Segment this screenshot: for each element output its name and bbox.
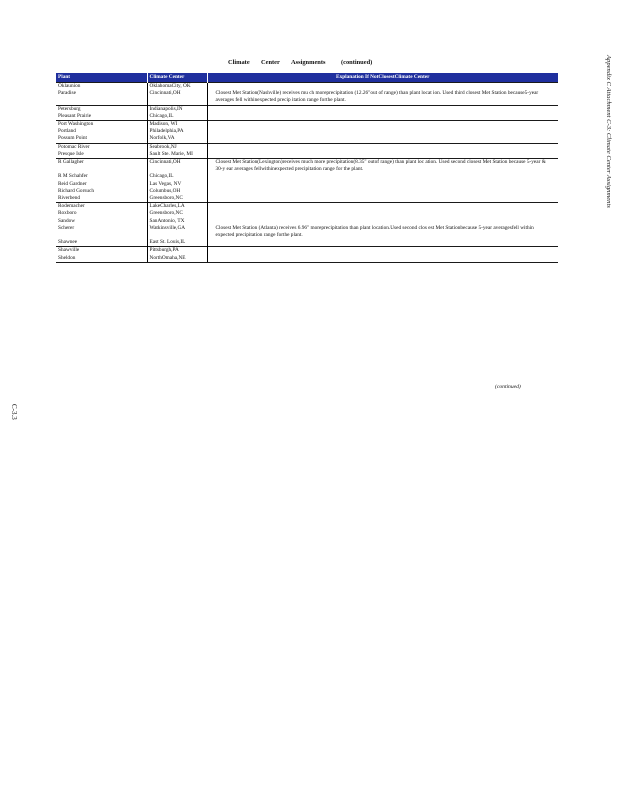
explanation-cell <box>207 121 558 129</box>
explanation-cell <box>207 143 558 151</box>
climate-center-cell: Greensboro,NC <box>147 210 207 217</box>
plant-cell: Shawnee <box>56 239 147 247</box>
climate-center-cell: Philadelphia,PA <box>147 128 207 135</box>
table-row <box>56 255 558 263</box>
plant-cell: Oklaunion <box>56 83 147 91</box>
table-row <box>56 239 558 247</box>
table-row <box>56 113 558 121</box>
table-row <box>56 159 558 174</box>
appendix-side-label: Appendix C Attachment C-3: Climate Center Assignments <box>605 55 612 208</box>
plant-cell: Paradise <box>56 90 147 105</box>
plant-cell: Potomac River <box>56 143 147 151</box>
plant-cell: Reid Gardner <box>56 181 147 188</box>
page-number: C-3.3 <box>10 404 18 420</box>
table-row <box>56 128 558 135</box>
climate-center-cell: Seabrook,NJ <box>147 143 207 151</box>
explanation-cell <box>207 239 558 247</box>
table-row <box>56 247 558 255</box>
table-row <box>56 105 558 113</box>
climate-center-cell: Watkinsville,GA <box>147 225 207 239</box>
plant-cell: Roxboro <box>56 210 147 217</box>
title-part-assignments: Assignments <box>291 59 326 66</box>
table-row <box>56 173 558 180</box>
plant-cell: Scherer <box>56 225 147 239</box>
plant-cell: Presque Isle <box>56 151 147 159</box>
title-part-continued: (continued) <box>341 59 373 66</box>
explanation-cell: Closest Met Station (Atlanta) receives 6.96" moreprecipitation than plant location.Used second clos est Met Stationbecause 5-year averagesfell within expected precipitation range forthe plant. <box>215 224 534 239</box>
explanation-cell <box>207 218 558 225</box>
plant-cell: Pleasant Prairie <box>56 113 147 121</box>
title-part-climate: Climate <box>228 59 250 66</box>
climate-center-cell: Chicago,IL <box>147 173 207 180</box>
plant-cell: R M Schahfer <box>56 173 147 180</box>
climate-center-cell: NorthOmaha,NE <box>147 255 207 263</box>
explanation-cell <box>207 135 558 143</box>
climate-center-cell: OklahomaCity, OK <box>147 83 207 91</box>
plant-cell: R Gallagher <box>56 159 147 174</box>
climate-center-cell: Cincinnati,OH <box>147 90 207 105</box>
explanation-cell <box>207 105 558 113</box>
climate-center-cell: Cincinnati,OH <box>147 159 207 174</box>
plant-cell: Rodemacher <box>56 203 147 211</box>
table-row <box>56 210 558 217</box>
table-row <box>56 203 558 211</box>
explanation-cell <box>207 195 558 203</box>
table-row <box>56 90 558 105</box>
explanation-cell <box>207 181 558 188</box>
climate-center-table <box>56 73 558 263</box>
climate-center-cell: Greensboro,NC <box>147 195 207 203</box>
climate-center-cell: Chicago,IL <box>147 113 207 121</box>
plant-cell: Possum Point <box>56 135 147 143</box>
explanation-cell <box>207 188 558 195</box>
header-plant: Plant <box>56 73 147 83</box>
explanation-cell <box>207 210 558 217</box>
header-climate-center: Climate Center <box>147 73 207 83</box>
climate-center-cell: Indianapolis,IN <box>147 105 207 113</box>
plant-cell: Portland <box>56 128 147 135</box>
plant-cell: Sheldon <box>56 255 147 263</box>
explanation-cell <box>207 255 558 263</box>
continued-note: (continued) <box>495 384 521 390</box>
plant-cell: Richard Gorsuch <box>56 188 147 195</box>
climate-center-cell: Pittsburgh,PA <box>147 247 207 255</box>
explanation-cell <box>207 173 558 180</box>
climate-center-cell: Las Vegas, NV <box>147 181 207 188</box>
table-row <box>56 195 558 203</box>
explanation-cell <box>207 128 558 135</box>
table-row <box>56 121 558 129</box>
plant-cell: Riverbend <box>56 195 147 203</box>
title-part-center: Center <box>261 59 280 66</box>
table-header-row <box>56 73 558 83</box>
climate-center-cell: Madison, WI <box>147 121 207 129</box>
climate-center-cell: LakeCharles,LA <box>147 203 207 211</box>
table-row <box>56 135 558 143</box>
climate-center-cell: Norfolk,VA <box>147 135 207 143</box>
explanation-cell <box>207 203 558 211</box>
plant-cell: Port Washington <box>56 121 147 129</box>
table-row <box>56 188 558 195</box>
table-row <box>56 181 558 188</box>
climate-center-cell: East St. Louis,IL <box>147 239 207 247</box>
plant-cell: Shawville <box>56 247 147 255</box>
explanation-cell <box>207 247 558 255</box>
table-row <box>56 225 558 239</box>
explanation-cell: Closest Met Station(Lexington)receives much more precipitation(8.35" outof range) than plant loc ation. Used second closest Met Station because 5-year & 30-y ear averages fellwithinexpected precipitation range for the plant. <box>207 159 558 174</box>
header-explanation: Explanation If NotClosestClimate Center <box>207 73 558 83</box>
explanation-cell: Closest Met Station(Nashville) receives mu ch moreprecipitation (12.26"out of range) than plant locat ion. Used third closest Met Station because5-year averages fell withinexpected precip itation range forthe plant. <box>215 90 539 104</box>
explanation-cell <box>207 113 558 121</box>
plant-cell: Sandow <box>56 218 147 225</box>
table-title <box>0 59 618 69</box>
climate-center-cell: Sault Ste. Marie, MI <box>147 151 207 159</box>
climate-center-cell: SanAntonio, TX <box>147 218 207 225</box>
plant-cell: Petersburg <box>56 105 147 113</box>
table-row <box>56 218 558 225</box>
climate-center-cell: Columbus,OH <box>147 188 207 195</box>
table-row <box>56 143 558 151</box>
explanation-cell <box>207 151 558 159</box>
table-row <box>56 151 558 159</box>
